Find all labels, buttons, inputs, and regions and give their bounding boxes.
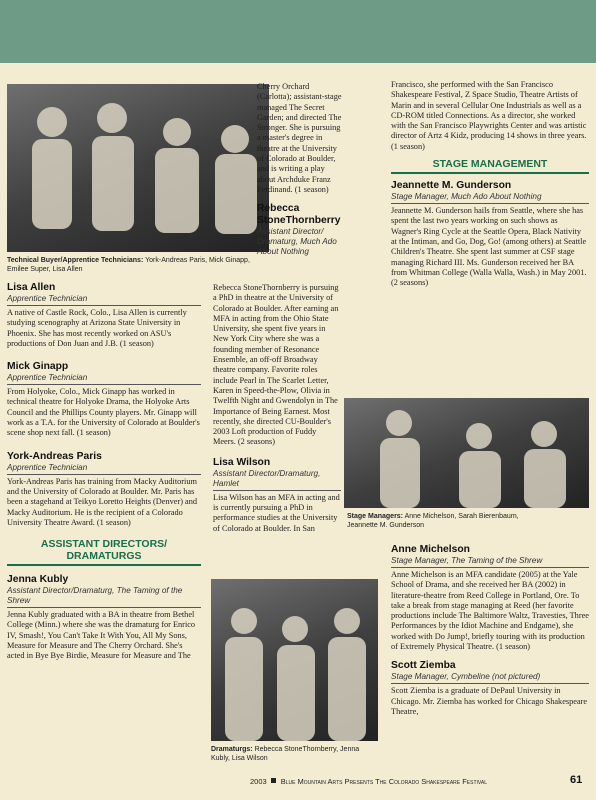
top-color-band xyxy=(0,0,596,63)
bio-name: Mick Ginapp xyxy=(7,361,69,373)
section-heading: STAGE MANAGEMENT xyxy=(391,158,589,174)
bio-role: Assistant Director/Dramaturg, The Taming of the Shrew xyxy=(7,586,201,608)
bio-name: Scott Ziemba xyxy=(391,660,456,672)
bio-continuation: Cherry Orchard (Carlotta); assistant-stage managed The Secret Garden; and directed The Stronger. She is pursuing a master's degree in theatre at the University of Colorado at Boulder, and is writing a play about Archduke Franz Ferdinand. (1 season) xyxy=(257,82,342,194)
photo-figures xyxy=(7,84,269,252)
stage-managers-photo-caption: Stage Managers: Anne Michelson, Sarah Bierenbaum, Jeannette M. Gunderson xyxy=(347,513,519,529)
bio-text: Lisa Wilson has an MFA in acting and is currently pursuing a PhD in performance studies at the University of Colorado at Boulder. In San xyxy=(213,492,340,533)
bio-text: From Holyoke, Colo., Mick Ginapp has worked in technical theatre for Holyoke Drama, the Holyoke Arts Council and the Phillips County players. Mr. Ginapp will work as a T.A. for the University of Colorado at Boulder's scene shop next fall. (1 season) xyxy=(7,387,200,438)
dramaturgs-photo xyxy=(211,579,378,741)
bio-text: York-Andreas Paris has training from Macky Auditorium and the University of Colorado at Boulder. Mr. Paris has been a stagehand at Teikyo Loretto Heights (Denver) and Macky Auditorium. He is the recipient of a Colorado University Theatre Award. (1 season) xyxy=(7,476,198,527)
bio-name: Lisa Allen xyxy=(7,282,56,293)
column-1 xyxy=(7,282,201,662)
bio-text: Scott Ziemba is a graduate of DePaul University in Chicago. Mr. Ziemba has worked for Chicago Shakespeare Theatre, xyxy=(391,686,588,716)
bio-text: Jeannette M. Gunderson hails from Seattle, where she has spent the last two years working on such shows as Wagner's Ring Cycle at the Seattle Opera, Black Nativity at the Intiman, and Go, Dog, Go! (among others) at Seattle Children's Theatre. She spent last summer at CSF stage managing Richard III. Ms. Gunderson received her BA from Whitman College (Walla Walla, Wash.) in May 2001. (2 seasons) xyxy=(391,206,587,288)
technical-photo-caption: Technical Buyer/Apprentice Technicians: York-Andreas Paris, Mick Ginapp, Emilee Super, Lisa Allen xyxy=(7,257,250,273)
page-number: 61 xyxy=(570,774,583,786)
bio-text: Anne Michelson is an MFA candidate (2005) at the Yale School of Drama, and she received her BA (2002) in literature-theatre from Reed College in Portland, Ore. To take a break from stage managing at Reed (her favorite productions include The Baltimore Waltz, Travesties, Three Performances by the Idiot Machine and Endgame), she worked with Do Jump!, briefly touring with its production of Extremely Physical Theatre. (1 season) xyxy=(391,570,589,652)
bio-name: Anne Michelson xyxy=(391,544,470,555)
bio-name: Jenna Kubly xyxy=(7,574,69,586)
square-bullet-icon xyxy=(271,778,276,783)
column-2-top xyxy=(257,82,342,260)
column-2-middle xyxy=(213,283,341,534)
bio-role: Apprentice Technician xyxy=(7,463,201,475)
bio-role: Assistant Director/ Dramaturg, Much Ado About Nothing xyxy=(257,227,337,257)
bio-name: Lisa Wilson xyxy=(213,456,271,468)
dramaturgs-photo-caption: Dramaturgs: Rebecca StoneThornberry, Jenna Kubly, Lisa Wilson xyxy=(211,746,360,762)
bio-text: A native of Castle Rock, Colo., Lisa Allen is currently studying scenography at Arizona State University in Phoenix. She has most recently worked on ASU's productions of Don Juan and J.B. (1 season) xyxy=(7,308,187,348)
bio-name: Jeannette M. Gunderson xyxy=(391,180,512,192)
column-3-top xyxy=(391,80,589,288)
footer-year: 2003 xyxy=(250,777,267,786)
photo-figures xyxy=(344,398,589,508)
photo-figures xyxy=(211,579,378,741)
bio-continuation: Francisco, she performed with the San Francisco Shakespeare Festival, Z Space Studio, Theatre Artists of Marin and in several Cellular One Industrials as well as a CD-ROM titled Connections. As a director, she worked with the San Francisco Playwrights Center and was artistic director of Artz 4 Kidz, producing 14 shows in three years. (1 season) xyxy=(391,80,587,151)
stage-managers-photo xyxy=(344,398,589,508)
bio-role: Assistant Director/Dramaturg, Hamlet xyxy=(213,469,341,491)
bio-role: Apprentice Technician xyxy=(7,373,201,385)
footer-publication: Blue Mountain Arts Presents The Colorado Shakespeare Festival xyxy=(280,777,487,786)
bio-name: York-Andreas Paris xyxy=(7,450,102,462)
page-footer xyxy=(250,777,580,786)
technical-crew-photo xyxy=(7,84,269,252)
bio-text: Rebecca StoneThornberry is pursuing a PhD in theatre at the University of Colorado at Boulder. After earning an MFA in acting from the Ohio State University, she spent five years in New York City where she was a founding member of Resonance Ensemble, an off-off Broadway theatre company. Favorite roles include Pearl in The Scarlet Letter, Karen in Speed-the-Plow, Olivia in Twelfth Night and Gwendolyn in The Importance of Being Earnest. Most recently, she directed CU-Boulder's 2003 Loft production of Fuddy Meers. (2 seasons) xyxy=(213,283,339,447)
bio-role: Stage Manager, Much Ado About Nothing xyxy=(391,192,589,204)
bio-text: Jenna Kubly graduated with a BA in theatre from Bethel College (Minn.) where she was the dramaturg for Enrico IV, Smash!, You Can't Take It With You, All My Sons, Measure for Measure and The Cherry Orchard. She's acted in Bye Bye Birdie, Measure for Measure and The xyxy=(7,610,196,661)
section-heading: ASSISTANT DIRECTORS/ DRAMATURGS xyxy=(7,538,201,566)
bio-name: Rebecca StoneThornberry xyxy=(257,203,341,227)
bio-role: Apprentice Technician xyxy=(7,294,201,306)
bio-role: Stage Manager, Cymbeline (not pictured) xyxy=(391,672,589,684)
bio-role: Stage Manager, The Taming of the Shrew xyxy=(391,556,589,568)
column-3-bottom xyxy=(391,544,589,717)
